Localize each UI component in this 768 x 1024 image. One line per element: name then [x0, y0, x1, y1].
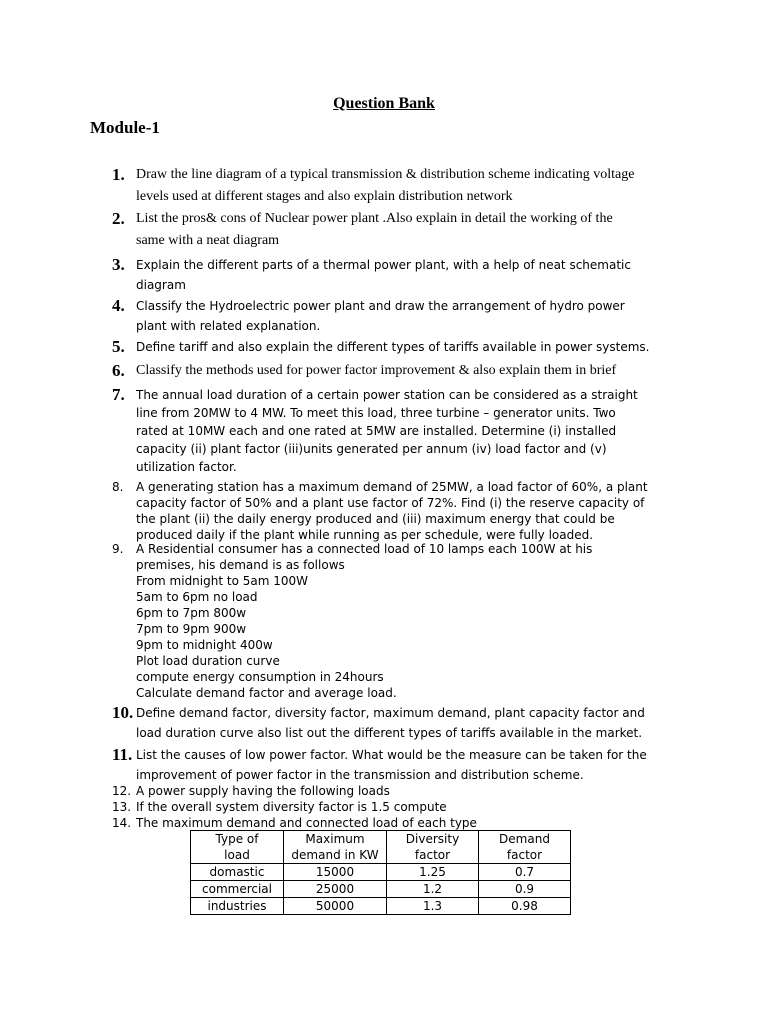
table-cell: 25000	[284, 881, 387, 898]
question-line: A generating station has a maximum demand of 25MW, a load factor of 60%, a plant	[136, 480, 648, 494]
question-line: produced daily if the plant while running as per schedule, were fully loaded.	[136, 528, 594, 542]
table-row	[191, 864, 571, 881]
question-number: 7.	[112, 385, 125, 404]
question-number: 5.	[112, 337, 125, 356]
question-3	[112, 255, 692, 295]
question-line: utilization factor.	[136, 460, 237, 474]
question-line: diagram	[136, 278, 186, 292]
question-line: Classify the methods used for power factor improvement & also explain them in brief	[136, 363, 617, 378]
question-line: 5am to 6pm no load	[136, 590, 258, 604]
question-5	[112, 337, 692, 357]
question-number: 3.	[112, 255, 125, 274]
question-number: 11.	[112, 745, 133, 764]
table-header-cell: Maximum demand in KW	[284, 831, 387, 864]
question-line: A Residential consumer has a connected load of 10 lamps each 100W at his	[136, 542, 593, 556]
table-cell: industries	[191, 898, 284, 915]
question-number: 13.	[112, 800, 132, 814]
table-cell: 50000	[284, 898, 387, 915]
question-line: Calculate demand factor and average load.	[136, 686, 397, 700]
question-number: 1.	[112, 165, 125, 184]
question-line: If the overall system diversity factor is 1.5 compute	[136, 800, 447, 814]
question-13	[112, 799, 692, 815]
question-line: rated at 10MW each and one rated at 5MW are installed. Determine (i) installed	[136, 424, 617, 438]
table-cell: 1.25	[387, 864, 479, 881]
table-cell: 1.3	[387, 898, 479, 915]
table-header-row	[191, 831, 571, 864]
question-8	[112, 479, 692, 543]
question-line: line from 20MW to 4 MW. To meet this load, three turbine – generator units. Two	[136, 406, 616, 420]
question-line: 9pm to midnight 400w	[136, 638, 273, 652]
question-line: same with a neat diagram	[136, 233, 280, 248]
question-1	[112, 164, 692, 208]
table-cell: 0.7	[479, 864, 571, 881]
question-line: A power supply having the following loads	[136, 784, 390, 798]
question-number: 8.	[112, 480, 124, 494]
question-line: List the causes of low power factor. What would be the measure can be taken for the	[136, 748, 647, 762]
question-line: List the pros& cons of Nuclear power plant .Also explain in detail the working of the	[136, 211, 613, 226]
question-line: 6pm to 7pm 800w	[136, 606, 247, 620]
table-row	[191, 898, 571, 915]
question-line: The annual load duration of a certain power station can be considered as a straight	[136, 388, 638, 402]
question-line: 7pm to 9pm 900w	[136, 622, 247, 636]
question-line: load duration curve also list out the different types of tariffs available in the market.	[136, 726, 643, 740]
question-2	[112, 208, 692, 252]
question-11	[112, 745, 692, 785]
question-line: Plot load duration curve	[136, 654, 280, 668]
module-heading: Module-1	[90, 118, 160, 137]
table-cell: commercial	[191, 881, 284, 898]
question-line: compute energy consumption in 24hours	[136, 670, 384, 684]
question-line: capacity factor of 50% and a plant use factor of 72%. Find (i) the reserve capacity of	[136, 496, 645, 510]
question-line: the plant (ii) the daily energy produced and (iii) maximum energy that could be	[136, 512, 615, 526]
table-row	[191, 881, 571, 898]
question-line: Classify the Hydroelectric power plant and draw the arrangement of hydro power	[136, 299, 625, 313]
question-7	[112, 386, 692, 476]
question-line: From midnight to 5am 100W	[136, 574, 308, 588]
question-line: plant with related explanation.	[136, 319, 321, 333]
question-4	[112, 296, 692, 336]
question-12	[112, 783, 692, 799]
question-number: 4.	[112, 296, 125, 315]
table-cell: 1.2	[387, 881, 479, 898]
question-6	[112, 360, 692, 382]
question-line: Define tariff and also explain the different types of tariffs available in power systems.	[136, 340, 650, 354]
question-line: The maximum demand and connected load of each type	[136, 816, 477, 830]
question-10	[112, 703, 692, 743]
question-number: 2.	[112, 209, 125, 228]
question-number: 9.	[112, 542, 124, 556]
question-line: Explain the different parts of a thermal power plant, with a help of neat schematic	[136, 258, 631, 272]
table-header-cell: Type of load	[191, 831, 284, 864]
question-line: levels used at different stages and also explain distribution network	[136, 189, 513, 204]
question-line: capacity (ii) plant factor (iii)units generated per annum (iv) load factor and (v)	[136, 442, 607, 456]
question-line: improvement of power factor in the transmission and distribution scheme.	[136, 768, 584, 782]
question-line: Draw the line diagram of a typical transmission & distribution scheme indicating voltage	[136, 167, 635, 182]
table-cell: 15000	[284, 864, 387, 881]
loads-table	[190, 830, 571, 915]
table-cell: domastic	[191, 864, 284, 881]
table-header-cell: Diversity factor	[387, 831, 479, 864]
question-number: 14.	[112, 816, 132, 830]
table-cell: 0.9	[479, 881, 571, 898]
question-14	[112, 815, 692, 831]
table-cell: 0.98	[479, 898, 571, 915]
page-title: Question Bank	[333, 95, 435, 112]
question-line: Define demand factor, diversity factor, maximum demand, plant capacity factor and	[136, 706, 645, 720]
question-number: 6.	[112, 361, 125, 380]
question-9	[112, 541, 692, 701]
question-number: 12.	[112, 784, 132, 798]
question-line: premises, his demand is as follows	[136, 558, 345, 572]
table-header-cell: Demand factor	[479, 831, 571, 864]
question-number: 10.	[112, 703, 134, 722]
